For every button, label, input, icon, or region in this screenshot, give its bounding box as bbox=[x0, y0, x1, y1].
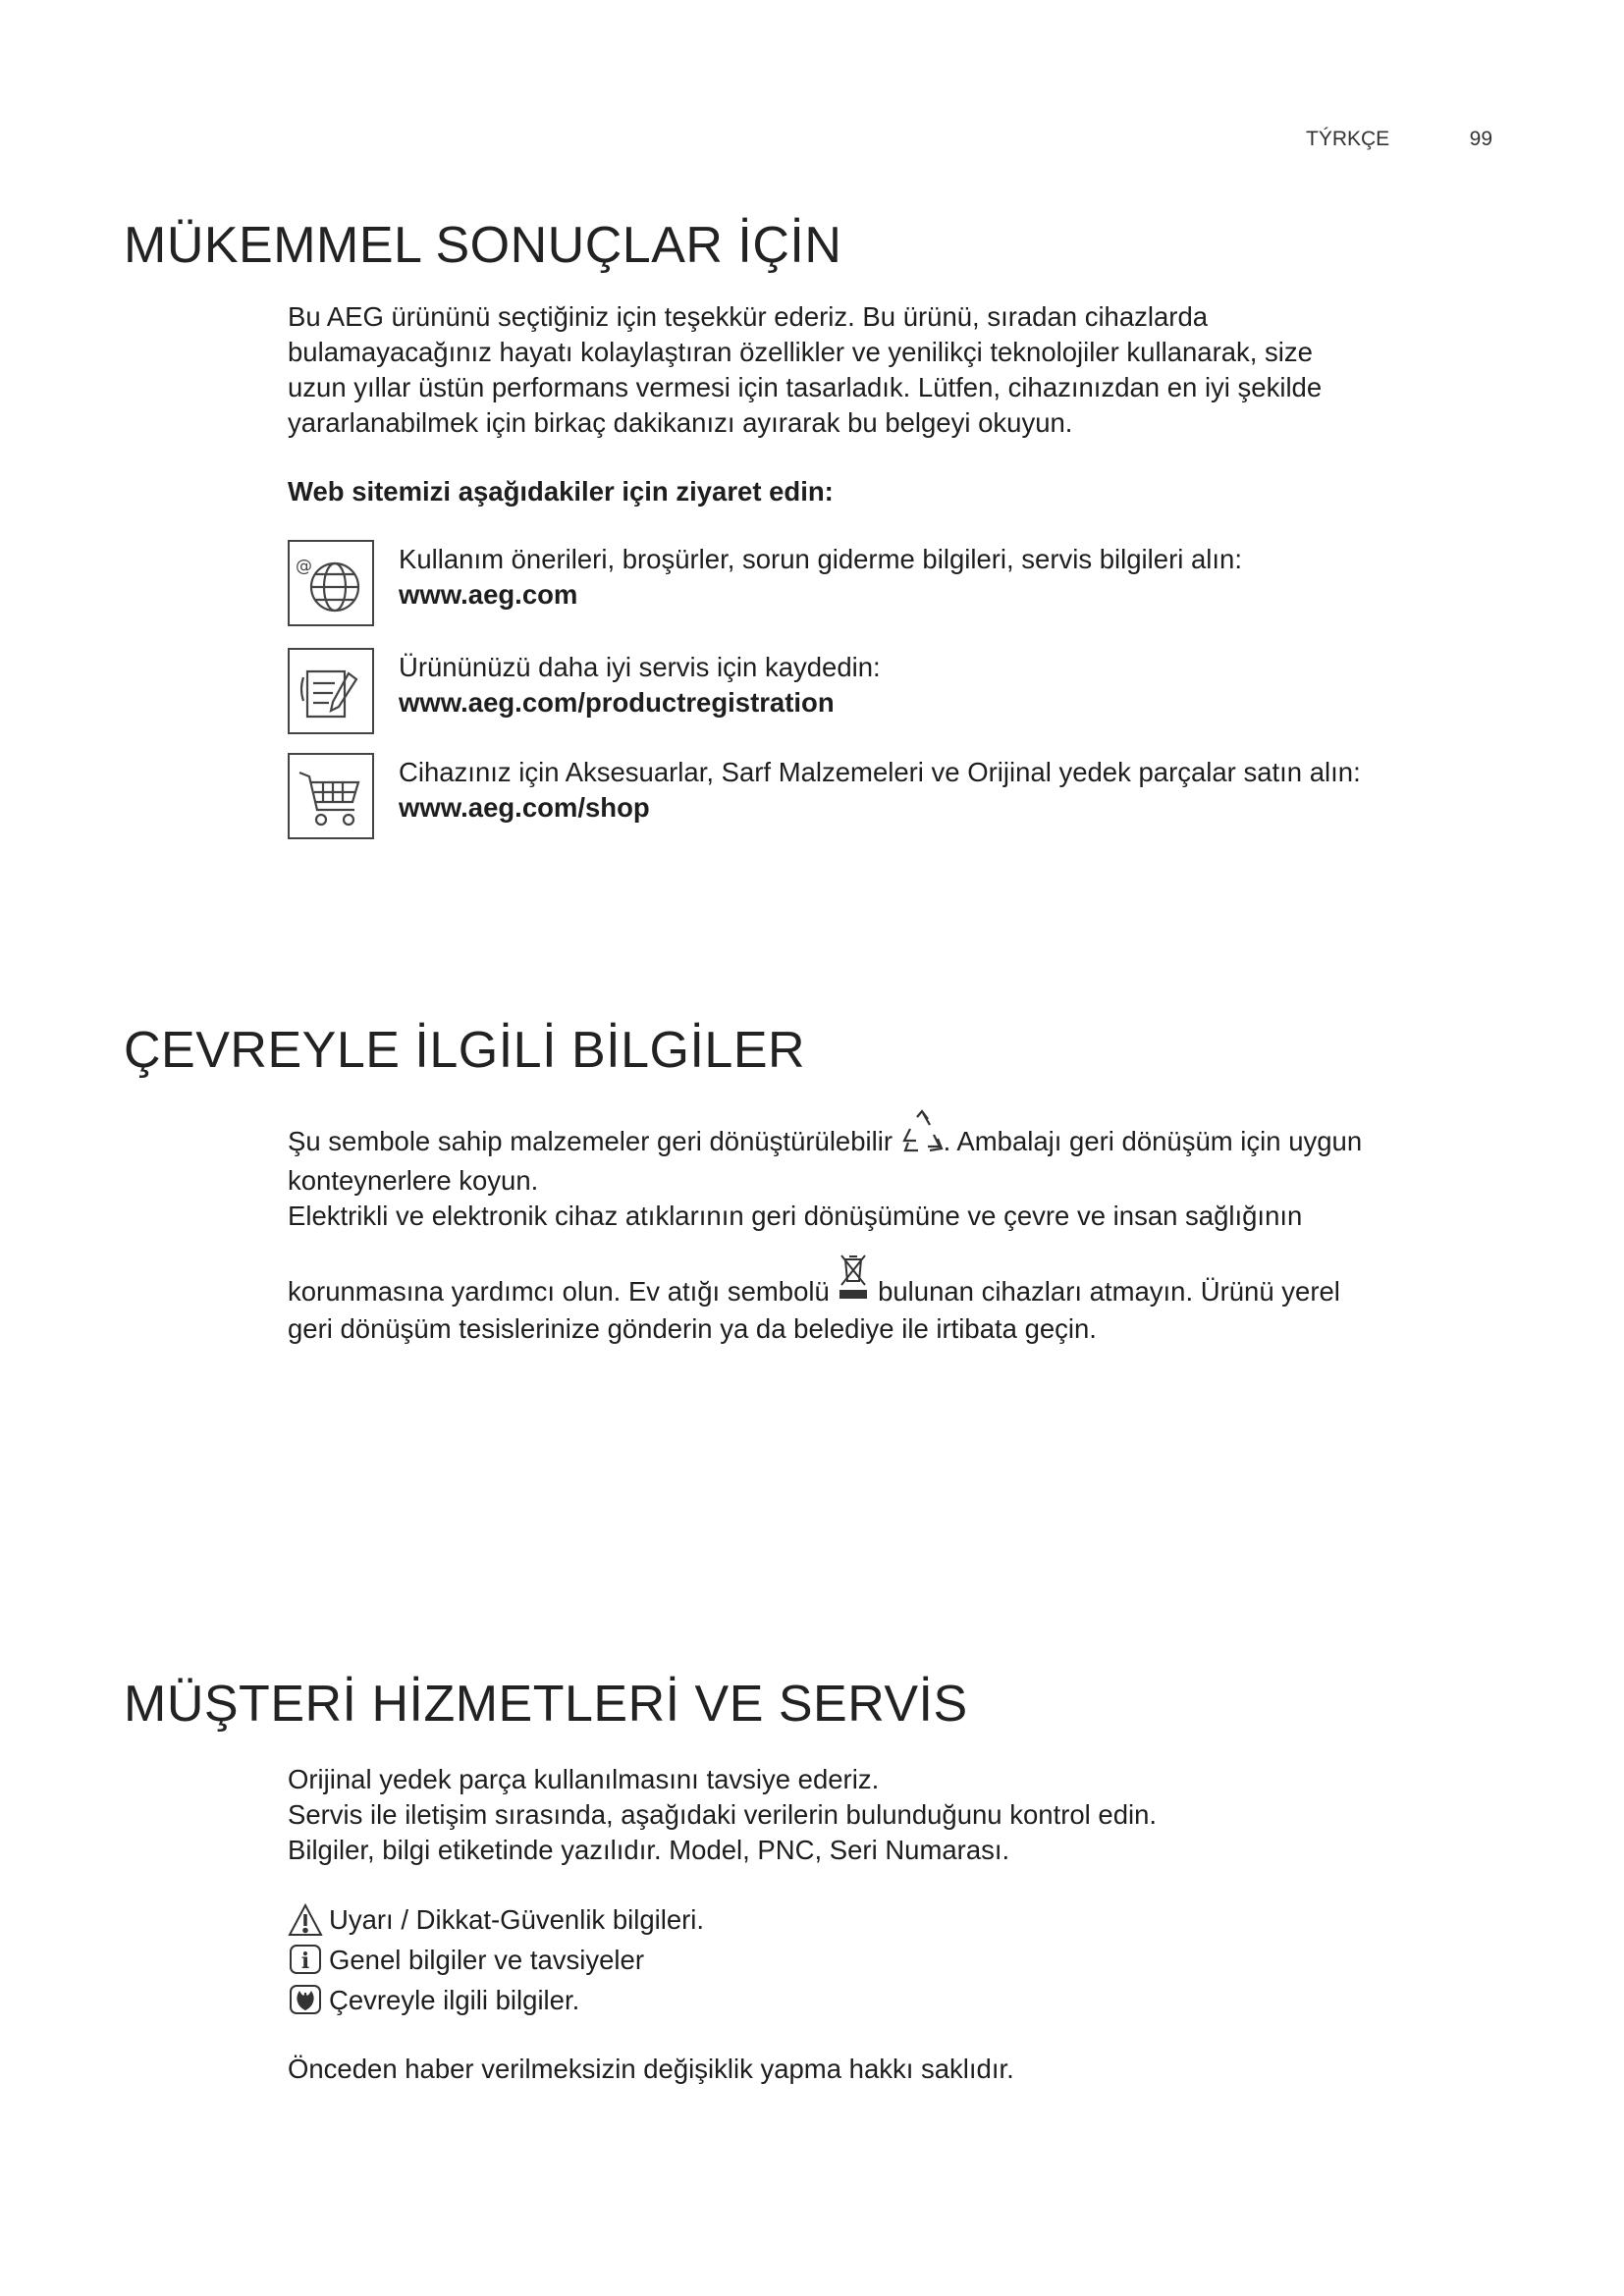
website-heading: Web sitemizi aşağıdakiler için ziyaret edin: bbox=[288, 476, 834, 507]
environment-icon bbox=[288, 1984, 323, 2017]
intro-line: Bu AEG ürününü seçtiğiniz için teşekkür ederiz. Bu ürünü, sıradan cihazlarda bbox=[288, 301, 1209, 332]
service-line: Bilgiler, bilgi etiketinde yazılıdır. Model, PNC, Seri Numarası. bbox=[288, 1835, 1010, 1865]
recycle-icon bbox=[900, 1109, 944, 1163]
env-text: geri dönüşüm tesislerinize gönderin ya da belediye ile irtibata geçin. bbox=[288, 1313, 1097, 1344]
intro-line: bulamayacağınız hayatı kolaylaştıran özellikler ve yenilikçi teknolojiler kullanarak, size bbox=[288, 337, 1313, 367]
environment-paragraph bbox=[288, 1109, 1495, 1347]
intro-line: yararlanabilmek için birkaç dakikanızı ayırarak bu belgeyi okuyun. bbox=[288, 407, 1073, 438]
info-icon bbox=[288, 1944, 323, 1977]
link-row-shop bbox=[288, 753, 1495, 843]
registration-form-icon bbox=[288, 648, 374, 734]
service-paragraph bbox=[288, 1762, 1495, 1868]
env-text: konteynerlere koyun. bbox=[288, 1165, 539, 1196]
env-text: korunmasına yardımcı olun. Ev atığı sembolü bbox=[288, 1276, 838, 1307]
link-row-registration bbox=[288, 648, 1495, 738]
link-description: Kullanım önerileri, broşürler, sorun giderme bilgileri, servis bilgileri alın: bbox=[399, 544, 1242, 574]
legend-item bbox=[288, 1899, 704, 1940]
legend-label: Genel bilgiler ve tavsiyeler bbox=[329, 1945, 644, 1975]
service-line: Orijinal yedek parça kullanılmasını tavsiye ederiz. bbox=[288, 1764, 880, 1794]
legend-label: Uyarı / Dikkat-Güvenlik bilgileri. bbox=[329, 1904, 705, 1935]
legend-label: Çevreyle ilgili bilgiler. bbox=[329, 1985, 580, 2015]
env-text: Elektrikli ve elektronik cihaz atıklarının geri dönüşümüne ve çevre ve insan sağlığının bbox=[288, 1201, 1303, 1231]
link-url-aeg[interactable]: www.aeg.com bbox=[399, 579, 578, 610]
section-title-customer-service: MÜŞTERİ HİZMETLERİ VE SERVİS bbox=[124, 1676, 968, 1733]
svg-text:i: i bbox=[300, 1948, 310, 1974]
section-title-environment: ÇEVREYLE İLGİLİ BİLGİLER bbox=[124, 1022, 806, 1079]
link-description: Cihazınız için Aksesuarlar, Sarf Malzemeleri ve Orijinal yedek parçalar satın alın: bbox=[399, 757, 1361, 787]
symbol-legend bbox=[288, 1899, 704, 2020]
link-url-registration[interactable]: www.aeg.com/productregistration bbox=[399, 687, 835, 718]
section-title-best-results: MÜKEMMEL SONUÇLAR İÇİN bbox=[124, 217, 842, 274]
shopping-cart-icon bbox=[288, 753, 374, 839]
legend-item bbox=[288, 1940, 704, 1980]
change-notice: Önceden haber verilmeksizin değişiklik yapma hakkı saklıdır. bbox=[288, 2054, 1014, 2084]
env-text: . Ambalajı geri dönüşüm için uygun bbox=[943, 1126, 1363, 1156]
language-label: TÝRKÇE bbox=[1306, 128, 1390, 150]
link-url-shop[interactable]: www.aeg.com/shop bbox=[399, 792, 650, 823]
crossed-bin-icon bbox=[837, 1252, 870, 1311]
page-number: 99 bbox=[1469, 128, 1492, 150]
globe-icon bbox=[288, 540, 374, 626]
link-row-info bbox=[288, 540, 1495, 630]
warning-icon bbox=[288, 1903, 323, 1937]
legend-item bbox=[288, 1980, 704, 2020]
service-line: Servis ile iletişim sırasında, aşağıdaki verilerin bulunduğunu kontrol edin. bbox=[288, 1799, 1158, 1830]
env-text: bulunan cihazları atmayın. Ürünü yerel bbox=[870, 1276, 1340, 1307]
intro-paragraph bbox=[288, 299, 1495, 441]
intro-line: uzun yıllar üstün performans vermesi için tasarladık. Lütfen, cihazınızdan en iyi şekilde bbox=[288, 372, 1323, 402]
env-text: Şu sembole sahip malzemeler geri dönüştürülebilir bbox=[288, 1126, 900, 1156]
svg-text:@: @ bbox=[296, 557, 312, 576]
link-description: Ürününüzü daha iyi servis için kaydedin: bbox=[399, 652, 881, 682]
